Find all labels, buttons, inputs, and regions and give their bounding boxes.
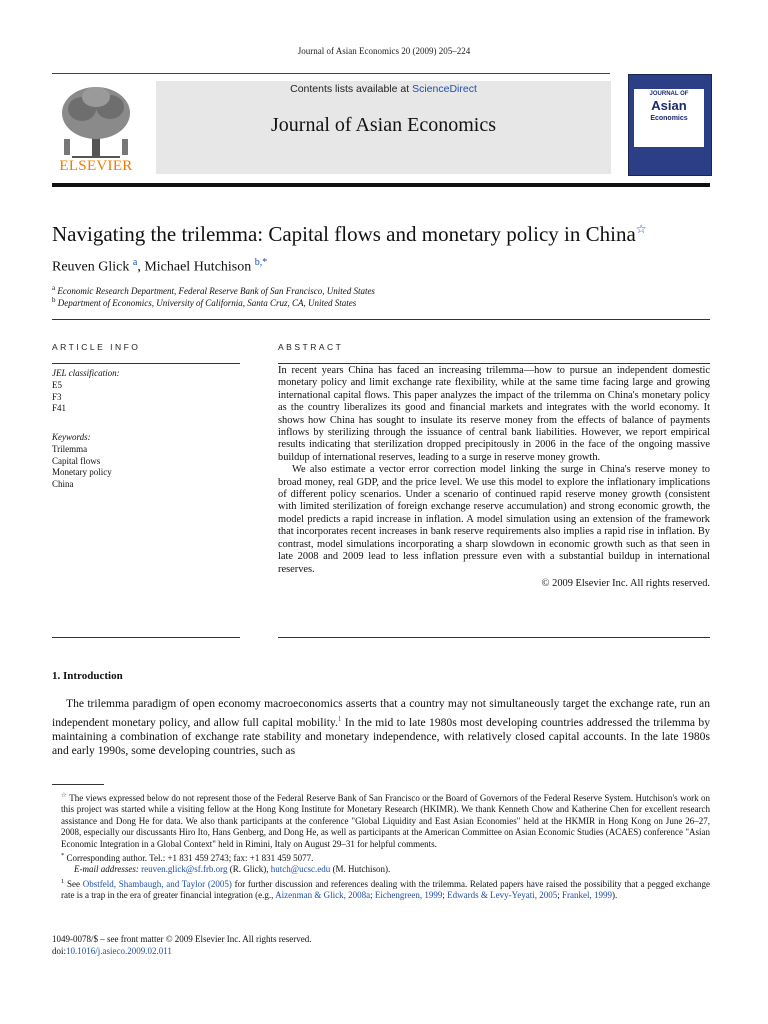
introduction-heading: 1. Introduction [52,670,123,682]
doi-label: doi: [52,946,67,956]
email-link[interactable]: reuven.glick@sf.frb.org [141,864,228,875]
affiliation [52,284,375,296]
intro-text: In the mid to late 1980s most developing countries addressed the trilemma by maintaining a combination of exchange rate stability and monetary independence, with relatively closed capital accounts. In the late 1980s and early 1990s, some developing countries, such as [52,715,710,758]
keywords [52,432,240,491]
article-info-rule [52,363,240,364]
sciencedirect-link[interactable]: ScienceDirect [412,83,477,95]
title-footnote-mark[interactable]: ☆ [635,222,647,236]
footnote-star [52,790,710,850]
footnote-text: ; [370,890,375,901]
doi-link[interactable]: 10.1016/j.asieco.2009.02.011 [66,946,172,956]
reference-link[interactable]: Edwards & Levy-Yeyati, 2005 [447,890,558,901]
reference-link[interactable]: Obstfeld, Shambaugh, and Taylor (2005) [82,878,232,889]
banner-top-rule [52,73,610,74]
footnote-text: for further discussion and references dealing with the trilemma. Related papers have raised the possibility that a pegged exchange rate is a trap in the era of greater financial integration (e.g., [61,878,710,901]
article-info-heading: ARTICLE INFO [52,342,141,352]
jel-code: F41 [52,403,67,414]
article-info-bottom-rule [52,637,240,638]
email-owner: (R. Glick), [227,864,271,875]
keyword: Capital flows [52,455,101,466]
journal-title: Journal of Asian Economics [271,114,496,136]
affiliation [52,296,356,308]
footnote-text: ; [557,890,562,901]
affiliation-text: Economic Research Department, Federal Reserve Bank of San Francisco, United States [57,286,375,296]
abstract-rule [278,363,710,364]
jel-code: E5 [52,379,62,390]
author-name: Michael Hutchison [144,259,252,275]
email-label: E-mail addresses: [74,864,139,875]
jel-code: F3 [52,391,62,402]
footnote-rule [52,784,104,785]
footnote-mark: 1 [61,877,65,885]
author-affiliation-mark[interactable]: a [132,257,138,268]
author-name: Reuven Glick [52,259,130,275]
doi-line [52,945,312,957]
journal-reference: Journal of Asian Economics 20 (2009) 205–224 [297,46,471,56]
author-separator: , [137,259,145,275]
abstract-paragraph: We also estimate a vector error correction model linking the surge in China's reserve money to broad money, real GDP, and the price level. We use this model to explore the inflationary implications of different policy scenarios. Under a scenario of continued rapid reserve money growth (consistent with limited sterilization of foreign exchange reserve accumulation) and strong economic growth, the model predicts a rapid increase in inflation. A model simulation using an extension of the framework that incorporates recent increases in bank reserve requirements also implies a rapid rise in inflation. By contrast, model simulations incorporating a sharp slowdown in economic growth such as that seen in late 2008 and 2009 lead to less inflation pressure even with a substantial buildup in international reserves. [278,464,710,575]
article-title-text: Navigating the trilemma: Capital flows and monetary policy in China [52,222,636,246]
abstract-paragraph: In recent years China has faced an increasing trilemma—how to pursue an independent domestic monetary policy and limit exchange rate flexibility, while at the same time facing large and growing international capital flows. This paper analyzes the impact of the trilemma on China's monetary policy as the country liberalizes its good and financial markets and integrates with the world economy. It shows how China has sought to insulate its reserve money from the effects of balance of payments inflows by sterilizing through the issuance of central bank liabilities. However, we report empirical results indicating that sterilization dropped precipitously in 2006 in the face of the ongoing massive buildup of international reserves, leading to a surge in reserve money growth. [278,365,710,463]
footnote-text: ; [442,890,448,901]
footnotes [52,790,710,902]
cover-label [634,89,704,147]
front-matter [52,933,312,957]
keywords-label: Keywords: [52,432,91,442]
issn-line: 1049-0078/$ – see front matter © 2009 Elsevier Inc. All rights reserved. [52,934,312,944]
affiliation-mark: a [52,284,56,292]
footnote-1 [52,876,710,902]
affiliation-text: Department of Economics, University of California, Santa Cruz, CA, United States [57,298,357,308]
abstract-bottom-rule [278,637,710,638]
email-link[interactable]: hutch@ucsc.edu [270,864,331,875]
footnote-text: ). [612,890,618,901]
author-list [52,257,267,276]
cover-line-2: Asian [651,98,687,113]
article-title [52,222,647,247]
abstract-copyright: © 2009 Elsevier Inc. All rights reserved. [541,577,710,589]
reference-link[interactable]: Aizenman & Glick, 2008a [275,890,371,901]
reference-link[interactable]: Eichengreen, 1999 [374,890,443,901]
author-affiliation-mark[interactable]: b,* [254,257,268,268]
keyword: Trilemma [52,443,88,454]
jel-label: JEL classification: [52,368,120,378]
keyword: Monetary policy [52,467,112,478]
footnote-text: The views expressed below do not represent those of the Federal Reserve Bank of San Francisco or the Board of Governors of the Federal Reserve System. Hutchison's work on this project was started while a visiting fellow at the Hong Kong Institute for Monetary Research (HKIMR). We thank Kenneth Chow and Katherine Chen for excellent research assistance and Dong He for data. We also thank participants at the conference "Global Liquidity and East Asian Economies" held at the HKMIR in Hong Kong on June 26–27, 2008, especially our discussants Hiro Ito, Hans Genberg, and Dong He, as well as participants at the American Committee on Asian Economic Studies (ACAES) conference "Asian Economic Integration in a Global Context" held in Rimini, Italy on August 29–31 for helpful comments. [61,793,710,849]
abstract-body [278,365,710,590]
abstract-heading: ABSTRACT [278,342,344,352]
introduction-paragraph [52,697,710,759]
footnote-text: Corresponding author. Tel.: +1 831 459 2743; fax: +1 831 459 5077. [66,853,314,864]
reference-link[interactable]: Frankel, 1999 [562,890,612,901]
cover-line-3: Economics [650,115,688,122]
affiliation-mark: b [52,296,56,304]
footnote-mark: * [61,852,65,860]
cover-line-1: JOURNAL OF [649,91,689,97]
elsevier-wordmark: ELSEVIER [59,158,133,174]
contents-prefix: Contents lists available at [290,83,413,95]
intro-text: The trilemma paradigm of open economy macroeconomics asserts that a country may not simultaneously target the exchange rate, run an independent monetary policy, and allow full capital mobility. [52,697,710,729]
jel-classification [52,368,240,415]
elsevier-tree-logo [52,83,140,161]
footnote-mark: ☆ [61,792,67,799]
contents-line [156,83,611,95]
section-rule [52,319,710,320]
email-owner: (M. Hutchison). [330,864,391,875]
footnote-emails [52,864,710,875]
footnote-text: See [67,878,83,889]
keyword: China [52,479,74,490]
journal-cover-image [628,74,712,176]
footnote-corresponding [52,850,710,864]
header-thick-rule [52,183,710,187]
footnote-link[interactable]: 1 [337,714,342,723]
